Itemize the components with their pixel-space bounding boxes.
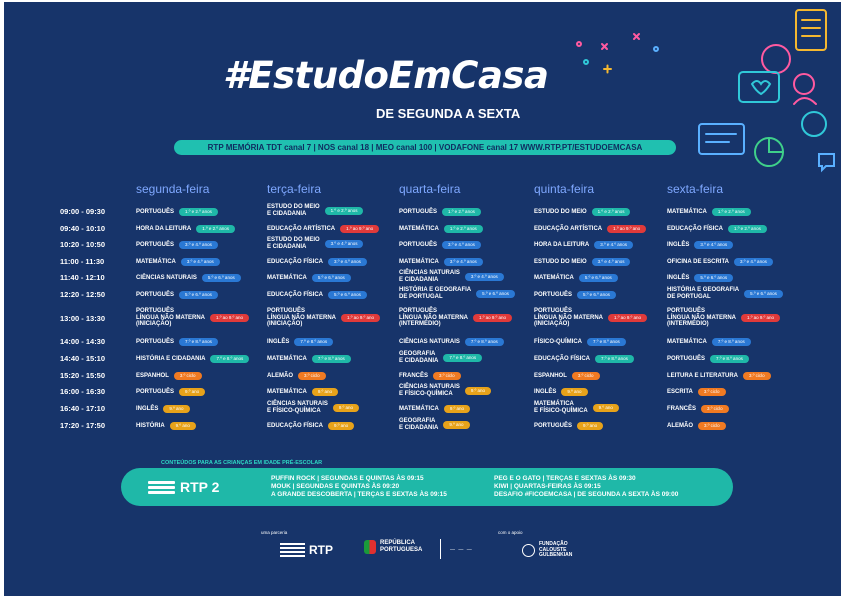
subject-label: EDUCAÇÃO FÍSICA — [267, 291, 324, 298]
schedule-cell — [267, 225, 379, 233]
grade-badge: 7.º e 8.º anos — [710, 355, 749, 363]
schedule-cell — [667, 258, 773, 266]
schedule-cell — [267, 388, 338, 396]
subject-label: PORTUGUÊS — [136, 388, 175, 395]
subject-label: PORTUGUÊS — [136, 338, 175, 345]
schedule-cell — [667, 405, 729, 413]
grade-badge: 3.º e 4.º anos — [181, 258, 220, 266]
grade-badge: 3.º e 4.º anos — [444, 258, 483, 266]
time-slot: 11:40 - 12:10 — [60, 273, 105, 282]
schedule-cell — [136, 274, 241, 282]
grade-badge: 3.º e 4.º anos — [328, 258, 367, 266]
subject-label: MATEMÁTICA E FÍSICO-QUÍMICA — [534, 401, 588, 414]
subject-label: HISTÓRIA E GEOGRAFIA DE PORTUGAL — [667, 287, 740, 300]
schedule-cell — [136, 405, 190, 413]
rtp-logo-text: RTP — [309, 543, 333, 557]
kids-right-line-2: KIWI | QUARTAS-FEIRAS ÀS 09:15 — [494, 483, 601, 490]
schedule-cell — [534, 308, 647, 328]
grade-badge: 3.º e 4.º anos — [179, 241, 218, 249]
subject-label: GEOGRAFIA E CIDADANIA — [399, 351, 439, 364]
grade-badge: 1.º e 2.º anos — [592, 208, 631, 216]
grade-badge: 5.º e 6.º anos — [577, 291, 616, 299]
subject-label: MATEMÁTICA — [399, 225, 439, 232]
subject-label: PORTUGUÊS — [667, 355, 706, 362]
poster — [4, 2, 841, 596]
day-header: quinta-feira — [534, 182, 595, 196]
grade-badge: 7.º e 8.º anos — [179, 338, 218, 346]
grade-badge: 1.º e 2.º anos — [325, 207, 364, 215]
time-slot: 17:20 - 17:50 — [60, 421, 106, 430]
subject-label: PORTUGUÊS — [136, 208, 175, 215]
schedule-cell — [534, 291, 616, 299]
republica-text: REPÚBLICA PORTUGUESA — [380, 540, 423, 553]
grade-badge: 3.º ciclo — [174, 372, 202, 380]
schedule-cell — [267, 338, 333, 346]
grade-badge: 9.º ano — [170, 422, 196, 430]
subject-label: LEITURA E LITERATURA — [667, 372, 738, 379]
grade-badge: 9.º ano — [465, 387, 491, 395]
support-label: com o apoio — [498, 530, 523, 535]
grade-badge: 5.º e 6.º anos — [744, 290, 783, 298]
schedule-cell — [136, 308, 249, 328]
grade-badge: 7.º e 8.º anos — [312, 355, 351, 363]
grade-badge: 1.º e 2.º anos — [728, 225, 767, 233]
schedule-cell — [136, 241, 218, 249]
subject-label: ALEMÃO — [267, 372, 293, 379]
grade-badge: 5.º e 6.º anos — [579, 274, 618, 282]
schedule-cell — [136, 225, 235, 233]
gulbenkian-circle-icon — [522, 544, 535, 557]
grade-badge: 1.º ao 9.º ano — [210, 314, 249, 322]
day-header: sexta-feira — [667, 182, 724, 196]
flag-emblem-icon — [364, 540, 376, 554]
grade-badge: 3.º ciclo — [698, 388, 726, 396]
kids-left-line-1: PUFFIN ROCK | SEGUNDAS E QUINTAS ÀS 09:15 — [271, 475, 424, 482]
schedule-cell — [667, 422, 726, 430]
schedule-cell — [267, 372, 326, 380]
schedule-cell — [667, 388, 726, 396]
grade-badge: 1.º e 2.º anos — [196, 225, 235, 233]
time-slot: 09:40 - 10:10 — [60, 224, 106, 233]
subject-label: ESTUDO DO MEIO — [534, 208, 587, 215]
partnership-label: uma parceria — [261, 530, 288, 535]
grade-badge: 7.º e 8.º anos — [210, 355, 249, 363]
schedule-cell — [534, 208, 630, 216]
gulbenkian-logo — [522, 542, 572, 559]
subject-label: MATEMÁTICA — [267, 274, 307, 281]
schedule-cell — [136, 208, 218, 216]
kids-right-line-1: PEG E O GATO | TERÇAS E SEXTAS ÀS 09:30 — [494, 475, 636, 482]
schedule-cell — [399, 405, 470, 413]
schedule-cell — [399, 208, 481, 216]
grade-badge: 1.º ao 9.º ano — [341, 314, 380, 322]
subject-label: FRANCÊS — [667, 405, 697, 412]
time-slot: 11:00 - 11:30 — [60, 257, 105, 266]
subject-label: MATEMÁTICA — [534, 274, 574, 281]
subject-label: MATEMÁTICA — [399, 405, 439, 412]
schedule-cell — [399, 225, 483, 233]
time-slot: 14:00 - 14:30 — [60, 337, 106, 346]
subject-label: EDUCAÇÃO FÍSICA — [667, 225, 724, 232]
schedule-cell — [267, 422, 354, 430]
grade-badge: 9.º ano — [163, 405, 189, 413]
grade-badge: 7.º e 8.º anos — [712, 338, 751, 346]
schedule-cell — [399, 338, 504, 346]
subject-label: ESTUDO DO MEIO E CIDADANIA — [267, 204, 320, 217]
grade-badge: 7.º e 8.º anos — [595, 355, 634, 363]
schedule-cell — [399, 287, 515, 300]
time-slot: 10:20 - 10:50 — [60, 240, 106, 249]
grade-badge: 7.º e 8.º anos — [294, 338, 333, 346]
board-icon — [699, 124, 744, 154]
subject-label: MATEMÁTICA — [399, 258, 439, 265]
time-slot: 15:20 - 15:50 — [60, 371, 106, 380]
subject-label: INGLÊS — [534, 388, 557, 395]
grade-badge: 1.º e 2.º anos — [444, 225, 483, 233]
subject-label: CIÊNCIAS NATURAIS E FÍSICO-QUÍMICA — [399, 384, 460, 397]
grade-badge: 5.º e 6.º anos — [328, 291, 367, 299]
head-icon — [794, 98, 816, 104]
schedule-cell — [534, 422, 603, 430]
subject-label: CIÊNCIAS NATURAIS E CIDADANIA — [399, 270, 460, 283]
subject-label: ALEMÃO — [667, 422, 693, 429]
kids-right-line-3: DESAFIO #FICOEMCASA | DE SEGUNDA A SEXTA ÀS 09:00 — [494, 491, 679, 498]
subject-label: PORTUGUÊS — [534, 291, 573, 298]
subject-label: EDUCAÇÃO FÍSICA — [267, 422, 324, 429]
grade-badge: 1.º e 2.º anos — [179, 208, 218, 216]
schedule-cell — [667, 287, 783, 300]
schedule-cell — [399, 270, 504, 283]
grade-badge: 3.º e 4.º anos — [694, 241, 733, 249]
subject-label: HISTÓRIA E GEOGRAFIA DE PORTUGAL — [399, 287, 472, 300]
heart-icon — [752, 81, 770, 94]
subject-label: CIÊNCIAS NATURAIS — [136, 274, 197, 281]
grade-badge: 1.º e 2.º anos — [442, 208, 481, 216]
grade-badge: 3.º ciclo — [698, 422, 726, 430]
grade-badge: 5.º e 6.º anos — [179, 291, 218, 299]
grade-badge: 3.º ciclo — [743, 372, 771, 380]
subject-label: HISTÓRIA E CIDADANIA — [136, 355, 206, 362]
grade-badge: 9.º ano — [444, 405, 470, 413]
subject-label: CIÊNCIAS NATURAIS E FÍSICO-QUÍMICA — [267, 401, 328, 414]
gear-icon — [802, 112, 826, 136]
schedule-cell — [267, 237, 363, 250]
subject-label: ESPANHOL — [534, 372, 567, 379]
schedule-cell — [534, 388, 588, 396]
schedule-cell — [534, 355, 634, 363]
document-icon — [796, 10, 826, 50]
grade-badge: 3.º ciclo — [298, 372, 326, 380]
grade-badge: 3.º e 4.º anos — [325, 240, 364, 248]
subject-label: PORTUGUÊS — [399, 208, 438, 215]
grade-badge: 3.º e 4.º anos — [442, 241, 481, 249]
day-header: segunda-feira — [136, 182, 210, 196]
subject-label: PORTUGUÊS — [399, 241, 438, 248]
schedule-cell — [534, 241, 633, 249]
schedule-cell — [534, 274, 618, 282]
grade-badge: 9.º ano — [328, 422, 354, 430]
subject-label: INGLÊS — [267, 338, 290, 345]
subject-label: EDUCAÇÃO ARTÍSTICA — [534, 225, 603, 232]
subject-label: PORTUGUÊS LÍNGUA NÃO MATERNA (INICIAÇÃO) — [534, 308, 603, 327]
schedule-cell — [267, 274, 351, 282]
subject-label: MATEMÁTICA — [136, 258, 176, 265]
subject-label: MATEMÁTICA — [267, 388, 307, 395]
time-slot: 09:00 - 09:30 — [60, 207, 106, 216]
subject-label: INGLÊS — [667, 274, 690, 281]
schedule-cell — [667, 241, 733, 249]
subject-label: INGLÊS — [667, 241, 690, 248]
grade-badge: 9.º ano — [561, 388, 587, 396]
schedule-cell — [136, 372, 202, 380]
grade-badge: 5.º e 6.º anos — [312, 274, 351, 282]
schedule-cell — [534, 225, 646, 233]
time-slot: 16:40 - 17:10 — [60, 404, 106, 413]
subject-label: MATEMÁTICA — [667, 338, 707, 345]
schedule-cell — [667, 308, 780, 328]
subject-label: PORTUGUÊS LÍNGUA NÃO MATERNA (INTERMÉDIO) — [667, 308, 736, 327]
schedule-cell — [267, 401, 359, 414]
hashtag-title: #EstudoEmCasa — [223, 54, 549, 97]
subject-label: ESCRITA — [667, 388, 693, 395]
subject-label: HORA DA LEITURA — [136, 225, 192, 232]
chat-icon — [819, 154, 834, 170]
day-header: terça-feira — [267, 182, 322, 196]
subject-label: ESPANHOL — [136, 372, 169, 379]
grade-badge: 9.º ano — [312, 388, 338, 396]
time-slot: 16:00 - 16:30 — [60, 387, 106, 396]
kids-left-line-3: A GRANDE DESCOBERTA | TERÇAS E SEXTAS ÀS 09:15 — [271, 491, 447, 498]
grade-badge: 1.º e 2.º anos — [712, 208, 751, 216]
schedule-cell — [136, 338, 218, 346]
subject-label: PORTUGUÊS — [136, 241, 175, 248]
grade-badge: 5.º e 6.º anos — [202, 274, 241, 282]
subject-label: ESTUDO DO MEIO E CIDADANIA — [267, 237, 320, 250]
grade-badge: 5.º e 6.º anos — [694, 274, 733, 282]
schedule-cell — [267, 308, 380, 328]
government-mark-icon: — — — — [450, 547, 473, 553]
schedule-cell — [136, 291, 218, 299]
subject-label: INGLÊS — [136, 405, 159, 412]
subject-label: PORTUGUÊS LÍNGUA NÃO MATERNA (INTERMÉDIO) — [399, 308, 468, 327]
grade-badge: 7.º e 8.º anos — [465, 338, 504, 346]
subject-label: EDUCAÇÃO FÍSICA — [267, 258, 324, 265]
subject-label: PORTUGUÊS LÍNGUA NÃO MATERNA (INICIAÇÃO) — [267, 308, 336, 327]
grade-badge: 1.º ao 9.º ano — [473, 314, 512, 322]
time-slot: 12:20 - 12:50 — [60, 290, 106, 299]
schedule-cell — [136, 388, 205, 396]
schedule-cell — [667, 225, 767, 233]
subject-label: FÍSICO-QUÍMICA — [534, 338, 582, 345]
schedule-cell — [136, 422, 196, 430]
subtitle: DE SEGUNDA A SEXTA — [376, 106, 521, 121]
lightbulb-icon — [762, 45, 790, 73]
schedule-cell — [399, 384, 491, 397]
grade-badge: 1.º ao 9.º ano — [741, 314, 780, 322]
grade-badge: 3.º ciclo — [701, 405, 729, 413]
subject-label: MATEMÁTICA — [267, 355, 307, 362]
subject-label: PORTUGUÊS — [136, 291, 175, 298]
day-header: quarta-feira — [399, 182, 461, 196]
subject-label: PORTUGUÊS LÍNGUA NÃO MATERNA (INICIAÇÃO) — [136, 308, 205, 327]
grade-badge: 5.º e 6.º anos — [476, 290, 515, 298]
schedule-cell — [534, 338, 626, 346]
grade-badge: 9.º ano — [443, 421, 469, 429]
footer-divider — [440, 539, 441, 559]
subject-label: FRANCÊS — [399, 372, 429, 379]
grade-badge: 3.º e 4.º anos — [592, 258, 631, 266]
schedule-cell — [267, 355, 351, 363]
subject-label: HISTÓRIA — [136, 422, 165, 429]
grade-badge: 9.º ano — [577, 422, 603, 430]
schedule-cell — [534, 401, 619, 414]
grade-badge: 1.º ao 9.º ano — [608, 314, 647, 322]
rtp2-logo-text: RTP 2 — [180, 479, 220, 495]
schedule-cell — [667, 355, 749, 363]
schedule-cell — [399, 351, 482, 364]
schedule-cell — [534, 258, 630, 266]
kids-left-line-2: MOUK | SEGUNDAS E QUINTAS ÀS 09:20 — [271, 483, 400, 490]
schedule-cell — [399, 241, 481, 249]
rtp-lines-icon — [280, 543, 305, 557]
grade-badge: 3.º ciclo — [572, 372, 600, 380]
subject-label: CIÊNCIAS NATURAIS — [399, 338, 460, 345]
grade-badge: 3.º e 4.º anos — [734, 258, 773, 266]
schedule-cell — [667, 274, 733, 282]
subject-label: EDUCAÇÃO FÍSICA — [534, 355, 591, 362]
subject-label: ESTUDO DO MEIO — [534, 258, 587, 265]
rtp2-logo — [148, 479, 219, 495]
grade-badge: 1.º ao 9.º ano — [340, 225, 379, 233]
schedule-cell — [399, 258, 483, 266]
schedule-cell — [267, 258, 367, 266]
tablet-icon — [739, 72, 779, 102]
subject-label: OFICINA DE ESCRITA — [667, 258, 730, 265]
schedule-cell — [534, 372, 600, 380]
time-slot: 14:40 - 15:10 — [60, 354, 106, 363]
subject-label: HORA DA LEITURA — [534, 241, 590, 248]
grade-badge: 9.º ano — [333, 404, 359, 412]
channels-bar: RTP MEMÓRIA TDT canal 7 | NOS canal 18 | MEO canal 100 | VODAFONE canal 17 WWW.RTP.PT/ESTUDOEMCASA — [174, 140, 676, 155]
schedule-cell — [399, 418, 470, 431]
subject-label: GEOGRAFIA E CIDADANIA — [399, 418, 439, 431]
schedule-cell — [136, 258, 220, 266]
kids-caption: CONTEÚDOS PARA AS CRIANÇAS EM IDADE PRÉ-ESCOLAR — [161, 460, 323, 466]
rtp-bars-icon — [148, 481, 175, 494]
schedule-cell — [136, 355, 249, 363]
user-icon — [794, 74, 814, 94]
republica-logo — [364, 540, 422, 554]
grade-badge: 7.º e 8.º anos — [587, 338, 626, 346]
subject-label: EDUCAÇÃO ARTÍSTICA — [267, 225, 336, 232]
grade-badge: 9.º ano — [179, 388, 205, 396]
grade-badge: 1.º ao 9.º ano — [607, 225, 646, 233]
kids-banner — [121, 468, 733, 506]
grade-badge: 7.º e 8.º anos — [443, 354, 482, 362]
gulbenkian-text: FUNDAÇÃO CALOUSTE GULBENKIAN — [539, 541, 573, 558]
schedule-cell — [667, 338, 751, 346]
schedule-cell — [267, 204, 363, 217]
schedule-cell — [667, 372, 771, 380]
grade-badge: 3.º ciclo — [433, 372, 461, 380]
schedule-cell — [399, 308, 512, 328]
schedule-cell — [399, 372, 461, 380]
grade-badge: 3.º e 4.º anos — [465, 273, 504, 281]
subject-label: MATEMÁTICA — [667, 208, 707, 215]
grade-badge: 9.º ano — [593, 404, 619, 412]
time-slot: 13:00 - 13:30 — [60, 314, 106, 323]
grade-badge: 3.º e 4.º anos — [594, 241, 633, 249]
subject-label: PORTUGUÊS — [534, 422, 573, 429]
rtp-logo — [280, 543, 333, 557]
schedule-cell — [267, 291, 367, 299]
schedule-cell — [667, 208, 751, 216]
